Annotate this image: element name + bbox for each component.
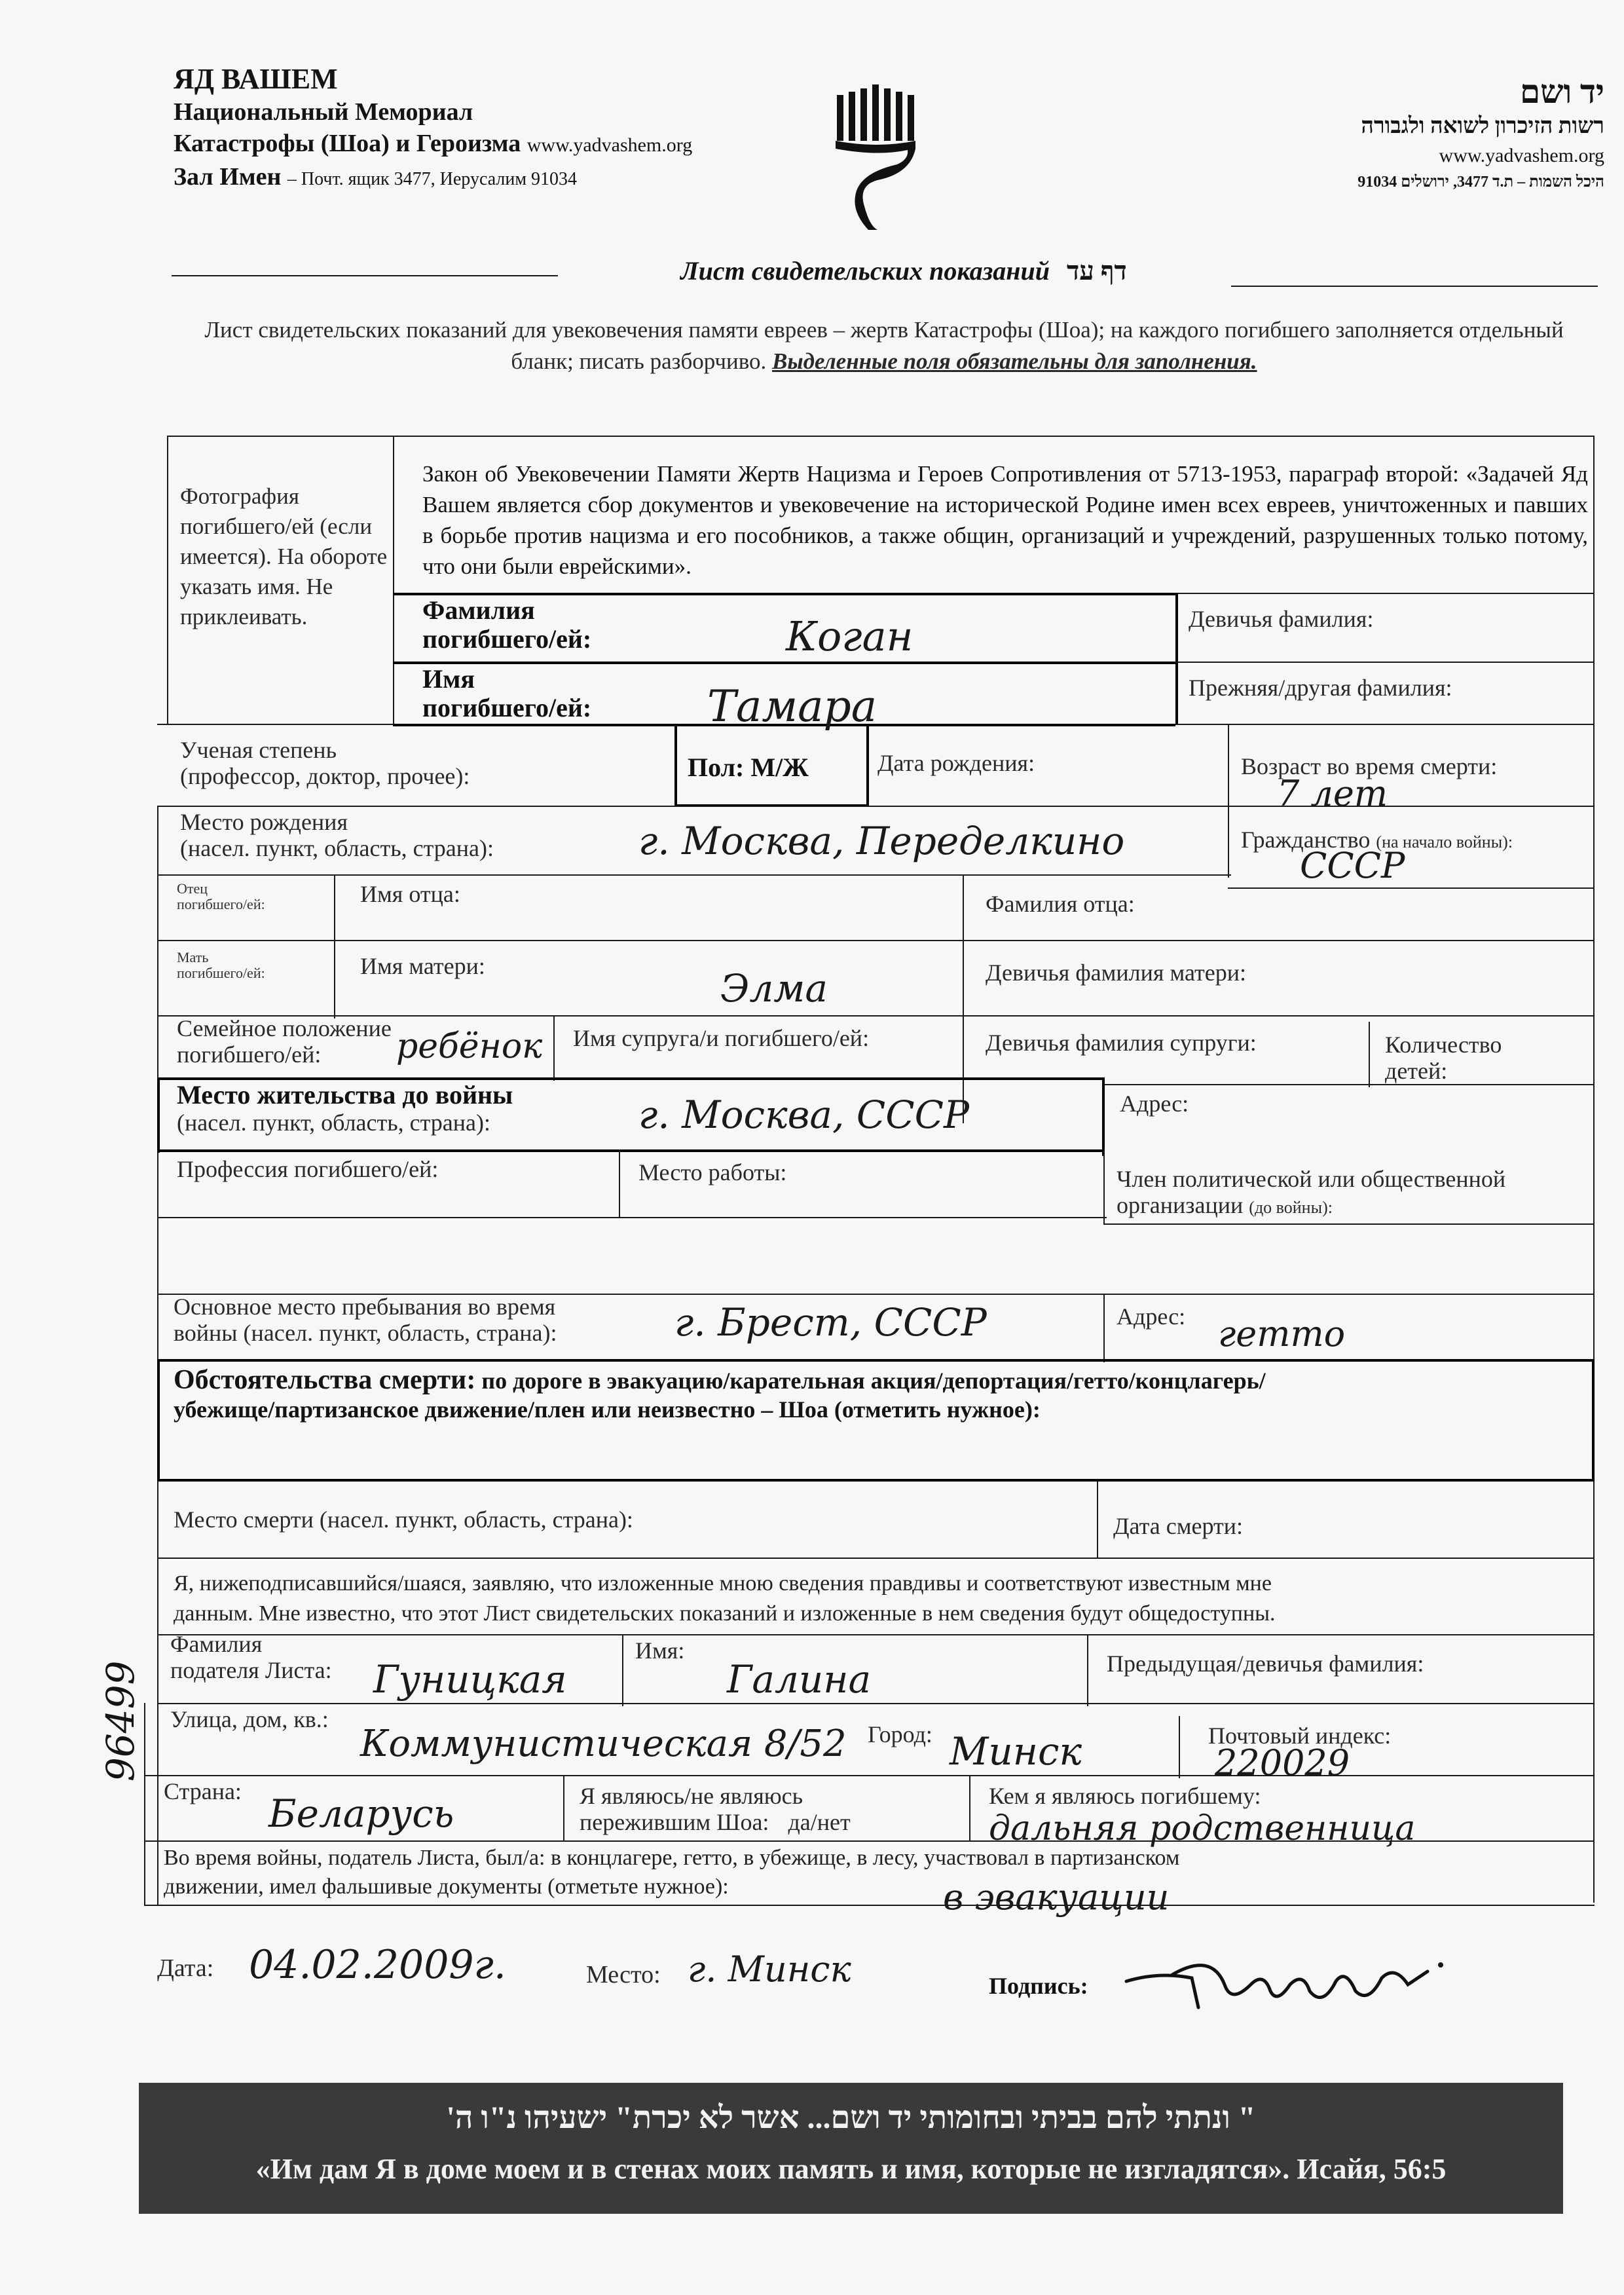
declaration-line1: Я, нижеподписавшийся/шаяся, заявляю, что изложенные мною сведения правдивы и соответствуют известным мне (174, 1571, 1272, 1595)
age-at-death-value[interactable]: 7 лет (1277, 773, 1388, 814)
side-stamp-number: 96499 (98, 1660, 143, 1782)
prewar-residence-label (177, 1081, 513, 1136)
death-circumstances (174, 1366, 1581, 1424)
surname-value[interactable]: Коган (786, 612, 913, 660)
survivor-answer[interactable]: да/нет (788, 1809, 851, 1835)
children-label-line2: детей: (1385, 1058, 1448, 1084)
street-value[interactable]: Коммунистическая 8/52 (360, 1723, 847, 1765)
profession-label: Профессия погибшего/ей: (177, 1156, 439, 1182)
degree-label-line1: Ученая степень (180, 737, 337, 763)
prewar-residence-value[interactable]: г. Москва, СССР (638, 1092, 969, 1137)
photo-note: Фотография погибшего/ей (если имеется). На обороте указать имя. Не приклеивать. (180, 483, 388, 629)
postal-value[interactable]: 220029 (1215, 1742, 1350, 1783)
city-value[interactable]: Минск (950, 1729, 1082, 1774)
declaration (174, 1569, 1591, 1629)
submitter-surname-label-line2: подателя Листа: (170, 1657, 332, 1683)
mother-small-line2: погибшего/ей: (177, 965, 265, 981)
header-right (1015, 72, 1604, 194)
wartime-place-label-line2: войны (насел. пункт, область, страна): (174, 1320, 557, 1346)
form-title (576, 255, 1231, 286)
submitter-surname-label (170, 1631, 332, 1683)
marital-label-line1: Семейное положение (177, 1015, 392, 1041)
footer-russian-quote: «Им дам Я в доме моем и в стенах моих память и имя, которые не изгладятся». Исайя, 56:5 (255, 2153, 1447, 2185)
org-line2-he: רשות הזיכרון לשואה ולגבורה (1361, 114, 1604, 138)
mother-name-label: Имя матери: (360, 953, 485, 979)
wartime-place-value[interactable]: г. Брест, СССР (674, 1300, 987, 1345)
address-left: – Почт. ящик 3477, Иерусалим 91034 (287, 169, 578, 189)
prewar-address-label: Адрес: (1120, 1091, 1189, 1117)
wartime-address-label: Адрес: (1116, 1303, 1186, 1330)
intro-text: Лист свидетельских показаний для увековечения памяти евреев – жертв Катастрофы (Шоа); на каждого погибшего заполняется отдельный бланк; писать разборчиво. (204, 317, 1564, 374)
website-right: www.yadvashem.org (1439, 145, 1604, 166)
birth-date-label: Дата рождения: (877, 750, 1035, 776)
maiden-name-label: Девичья фамилия: (1189, 606, 1374, 632)
signature-label: Подпись: (989, 1973, 1088, 1999)
wartime-place-label (174, 1294, 557, 1346)
membership-note: (до войны): (1249, 1198, 1333, 1217)
submitter-surname-label-line1: Фамилия (170, 1631, 263, 1657)
father-name-label: Имя отца: (360, 881, 460, 907)
submitter-surname-value[interactable]: Гуницкая (373, 1657, 567, 1702)
marital-label-line2: погибшего/ей: (177, 1041, 322, 1068)
law-text: Закон об Увековечении Памяти Жертв Нацизма и Героев Сопротивления от 5713-1953, параграф второй: «Задачей Яд Вашем является сбор документов и увековечение на исторической Родине имен всех евреев, уничтоженных и павших в борьбе против нацизма и его пособников, а также общин, организаций и учреждений, разрушенных только потому, что они были еврейскими». (422, 461, 1588, 579)
submitter-wartime (164, 1844, 1591, 1901)
former-surname-label: Прежняя/другая фамилия: (1189, 675, 1452, 701)
place-value[interactable]: г. Минск (688, 1949, 851, 1990)
yad-vashem-logo (832, 75, 923, 233)
city-label: Город: (868, 1721, 932, 1747)
form-title-ru: Лист свидетельских показаний (680, 256, 1050, 286)
relationship-value[interactable]: дальняя родственница (989, 1809, 1416, 1848)
postal-label: Почтовый индекс: (1208, 1723, 1392, 1749)
date-label: Дата: (157, 1954, 214, 1982)
spouse-maiden-label: Девичья фамилия супруги: (986, 1030, 1257, 1056)
place-label: Место: (586, 1961, 661, 1988)
hall-of-names: Зал Имен (174, 163, 282, 191)
children-label-line1: Количество (1385, 1032, 1502, 1058)
form-title-he: דף עד (1066, 256, 1127, 286)
marital-value[interactable]: ребёнок (396, 1027, 543, 1066)
submitter-wartime-line1: Во время войны, податель Листа, был/а: в концлагере, гетто, в убежище, в лесу, участвовал в партизанском (164, 1846, 1180, 1870)
membership-label-line1: Член политической или общественной (1116, 1166, 1506, 1192)
footer-hebrew-quote: " ונתתי להם בביתי ובחומותי יד ושם... אשר לא יכרת" ישעיהו נ"ו ה' (446, 2100, 1256, 2135)
death-circ-options-1[interactable]: по дороге в эвакуацию/карательная акция/депортация/гетто/концлагерь/ (481, 1368, 1266, 1394)
mother-maiden-label: Девичья фамилия матери: (986, 960, 1247, 986)
children-count-label (1385, 1032, 1502, 1084)
submitter-prev-surname-label: Предыдущая/девичья фамилия: (1107, 1651, 1424, 1677)
death-place-label: Место смерти (насел. пункт, область, страна): (174, 1506, 633, 1533)
date-value[interactable]: 04.02.2009г. (249, 1942, 506, 1988)
footer-band (139, 2083, 1563, 2214)
org-line2-ru: Национальный Мемориал (174, 98, 473, 126)
first-name-label (422, 665, 591, 722)
father-small-line2: погибшего/ей: (177, 896, 265, 912)
org-line3-ru: Катастрофы (Шоа) и Героизма (174, 130, 521, 157)
org-name-he: יד ושם (1519, 73, 1604, 110)
citizenship-label-text: Гражданство (1241, 827, 1371, 853)
country-value[interactable]: Беларусь (268, 1791, 454, 1836)
wartime-address-value[interactable]: гетто (1218, 1313, 1346, 1354)
prewar-residence-note: (насел. пункт, область, страна): (177, 1110, 491, 1136)
birthplace-label-line1: Место рождения (180, 809, 348, 835)
survivor-label-line2: пережившим Шоа: (580, 1809, 769, 1835)
first-name-value[interactable]: Тамара (707, 681, 877, 732)
mother-small-label (177, 950, 265, 981)
death-date-label: Дата смерти: (1113, 1513, 1244, 1539)
sex-label[interactable]: Пол: М/Ж (688, 753, 809, 782)
degree-label (180, 737, 470, 789)
intro (177, 314, 1591, 377)
surname-label-line2: погибшего/ей: (422, 624, 592, 654)
website-left: www.yadvashem.org (526, 134, 693, 156)
birthplace-label-line2: (насел. пункт, область, страна): (180, 835, 494, 861)
org-name-ru: ЯД ВАШЕМ (174, 63, 338, 95)
citizenship-note: (на начало войны): (1376, 832, 1513, 851)
submitter-name-label: Имя: (635, 1637, 685, 1664)
spouse-name-label: Имя супруга/и погибшего/ей: (573, 1025, 870, 1051)
street-label: Улица, дом, кв.: (170, 1706, 329, 1732)
first-name-label-line1: Имя (422, 664, 475, 694)
membership-label (1116, 1166, 1505, 1221)
age-at-death-label: Возраст во время смерти: (1241, 753, 1498, 779)
citizenship-value[interactable]: СССР (1300, 845, 1405, 886)
birthplace-value[interactable]: г. Москва, Переделкино (638, 819, 1125, 863)
header-left (174, 62, 763, 195)
mother-small-line1: Мать (177, 949, 209, 965)
death-circ-title: Обстоятельства смерти: (174, 1365, 476, 1395)
prewar-residence-title: Место жительства до войны (177, 1080, 513, 1110)
country-label: Страна: (164, 1778, 242, 1804)
marital-label (177, 1015, 392, 1068)
relationship-label: Кем я являюсь погибшему: (989, 1783, 1261, 1809)
submitter-wartime-value[interactable]: в эвакуации (943, 1876, 1170, 1918)
address-right: היכל השמות – ת.ד 3477, ירושלים 91034 (1357, 174, 1604, 191)
first-name-label-line2: погибшего/ей: (422, 693, 592, 722)
survivor-label-line1: Я являюсь/не являюсь (580, 1783, 803, 1809)
survivor-label (580, 1783, 851, 1835)
wartime-place-label-line1: Основное место пребывания во время (174, 1294, 556, 1320)
submitter-wartime-line2: движении, имел фальшивые документы (отметьте нужное): (164, 1875, 729, 1899)
surname-label-line1: Фамилия (422, 595, 535, 625)
surname-label (422, 596, 591, 654)
workplace-label: Место работы: (638, 1159, 787, 1185)
degree-label-line2: (профессор, доктор, прочее): (180, 763, 470, 789)
mother-name-value[interactable]: Элма (720, 966, 828, 1011)
signature-mark (1120, 1945, 1460, 2017)
membership-label-line2: организации (1116, 1192, 1244, 1218)
father-small-label (177, 881, 265, 912)
death-circ-options-2[interactable]: убежище/партизанское движение/плен или неизвестно – Шоа (отметить нужное): (174, 1396, 1041, 1423)
birthplace-label (180, 809, 494, 861)
father-small-line1: Отец (177, 880, 208, 897)
intro-required: Выделенные поля обязательны для заполнения. (772, 348, 1257, 374)
father-surname-label: Фамилия отца: (986, 891, 1135, 917)
submitter-name-value[interactable]: Галина (727, 1657, 872, 1702)
declaration-line2: данным. Мне известно, что этот Лист свидетельских показаний и изложенные в нем сведения будут общедоступны. (174, 1601, 1276, 1626)
